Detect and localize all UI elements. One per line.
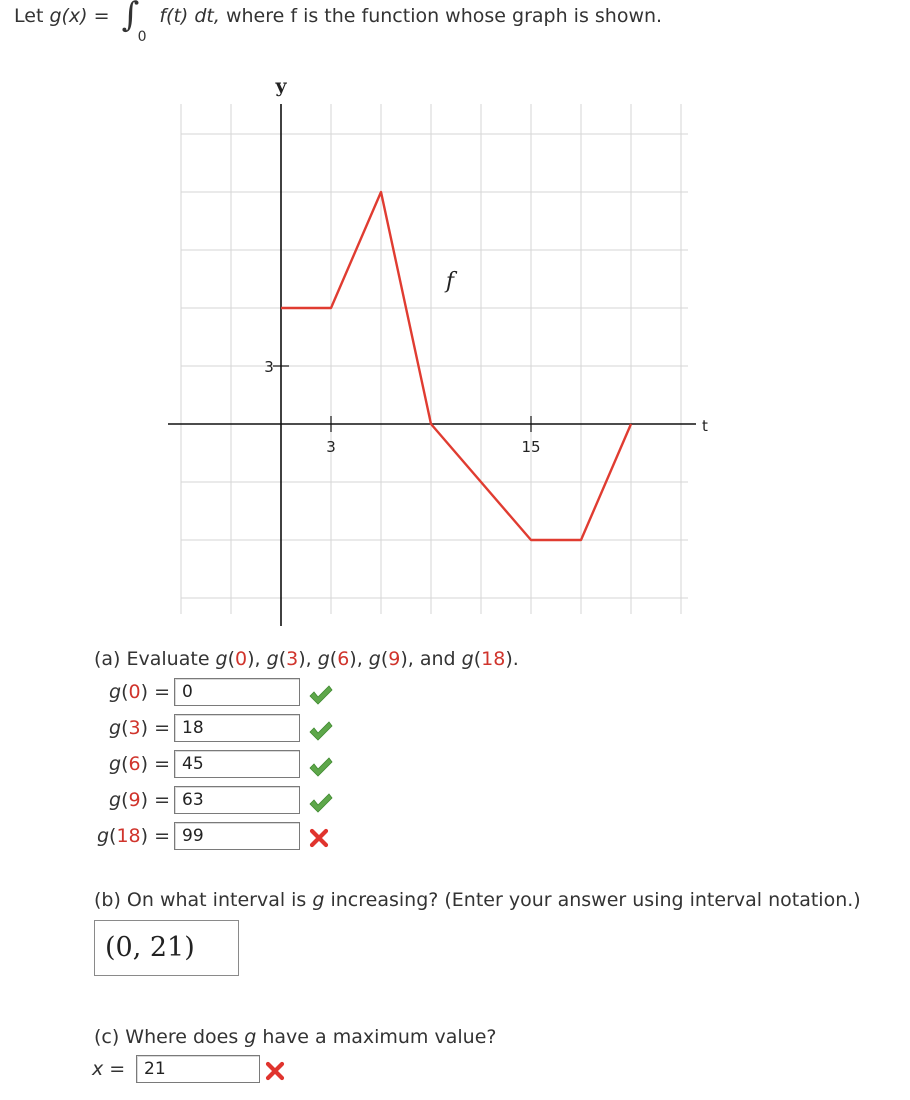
answer-input-g0[interactable]: 0 xyxy=(174,678,300,706)
part-a-prompt-text: (a) Evaluate xyxy=(94,648,216,670)
arg-6: 6 xyxy=(337,648,350,670)
interval-answer-input[interactable]: (0, 21) xyxy=(94,920,239,976)
answer-input-g6[interactable]: 45 xyxy=(174,750,300,778)
check-icon xyxy=(308,684,334,706)
g-fn: g xyxy=(461,648,474,670)
x-tick-label-3: 3 xyxy=(326,438,336,456)
integral-lower-limit: 0 xyxy=(137,29,147,45)
check-icon xyxy=(308,756,334,778)
g-fn: g xyxy=(215,648,228,670)
answer-input-g18[interactable]: 99 xyxy=(174,822,300,850)
curve-label-f: f xyxy=(445,269,455,294)
equals-text: = xyxy=(93,5,110,27)
answer-label: g(3) = xyxy=(109,717,170,739)
check-icon xyxy=(308,792,334,814)
part-b-prompt-post: increasing? (Enter your answer using interval notation.) xyxy=(324,889,861,911)
graph-grid xyxy=(181,104,688,614)
intro-rest-text: where f is the function whose graph is shown. xyxy=(225,5,663,27)
y-axis-label: y xyxy=(275,75,287,97)
y-tick-label-3: 3 xyxy=(264,358,274,376)
check-icon xyxy=(308,720,334,742)
and-text: and xyxy=(419,648,462,670)
part-c-var: g xyxy=(244,1026,257,1048)
cross-icon xyxy=(309,828,329,848)
part-b-prompt xyxy=(94,889,861,911)
part-c-prompt-pre: (c) Where does xyxy=(94,1026,245,1048)
part-b-prompt-pre: (b) On what interval is xyxy=(94,889,313,911)
x-equals-label: x = xyxy=(92,1058,126,1080)
part-c-prompt-post: have a maximum value? xyxy=(256,1026,497,1048)
answer-input-g9[interactable]: 63 xyxy=(174,786,300,814)
t-axis-label: t xyxy=(702,417,708,435)
g-fn: g xyxy=(368,648,381,670)
part-a-prompt: (a) Evaluate g(0), g(3), g(6), g(9), and g(18). xyxy=(94,648,519,670)
function-graph xyxy=(168,66,708,626)
problem-statement xyxy=(14,0,663,45)
g-fn: g xyxy=(317,648,330,670)
answer-label: g(18) = xyxy=(96,825,170,847)
integral-sign: ∫ 0 xyxy=(122,2,140,28)
integrand-text: f(t) dt, xyxy=(159,5,220,27)
answer-label: g(0) = xyxy=(109,681,170,703)
arg-9: 9 xyxy=(388,648,401,670)
x-tick-label-15: 15 xyxy=(521,438,541,456)
g-fn: g xyxy=(266,648,279,670)
answer-input-g3[interactable]: 18 xyxy=(174,714,300,742)
max-answer-input[interactable]: 21 xyxy=(136,1055,260,1083)
cross-icon xyxy=(265,1061,285,1081)
arg-18: 18 xyxy=(481,648,506,670)
part-c-prompt xyxy=(94,1026,496,1048)
arg-3: 3 xyxy=(286,648,299,670)
answer-label: g(9) = xyxy=(109,789,170,811)
g-of-x-text: g(x) xyxy=(49,5,88,27)
answer-label: g(6) = xyxy=(109,753,170,775)
let-text: Let xyxy=(14,5,44,27)
arg-0: 0 xyxy=(235,648,248,670)
part-b-var: g xyxy=(312,889,325,911)
